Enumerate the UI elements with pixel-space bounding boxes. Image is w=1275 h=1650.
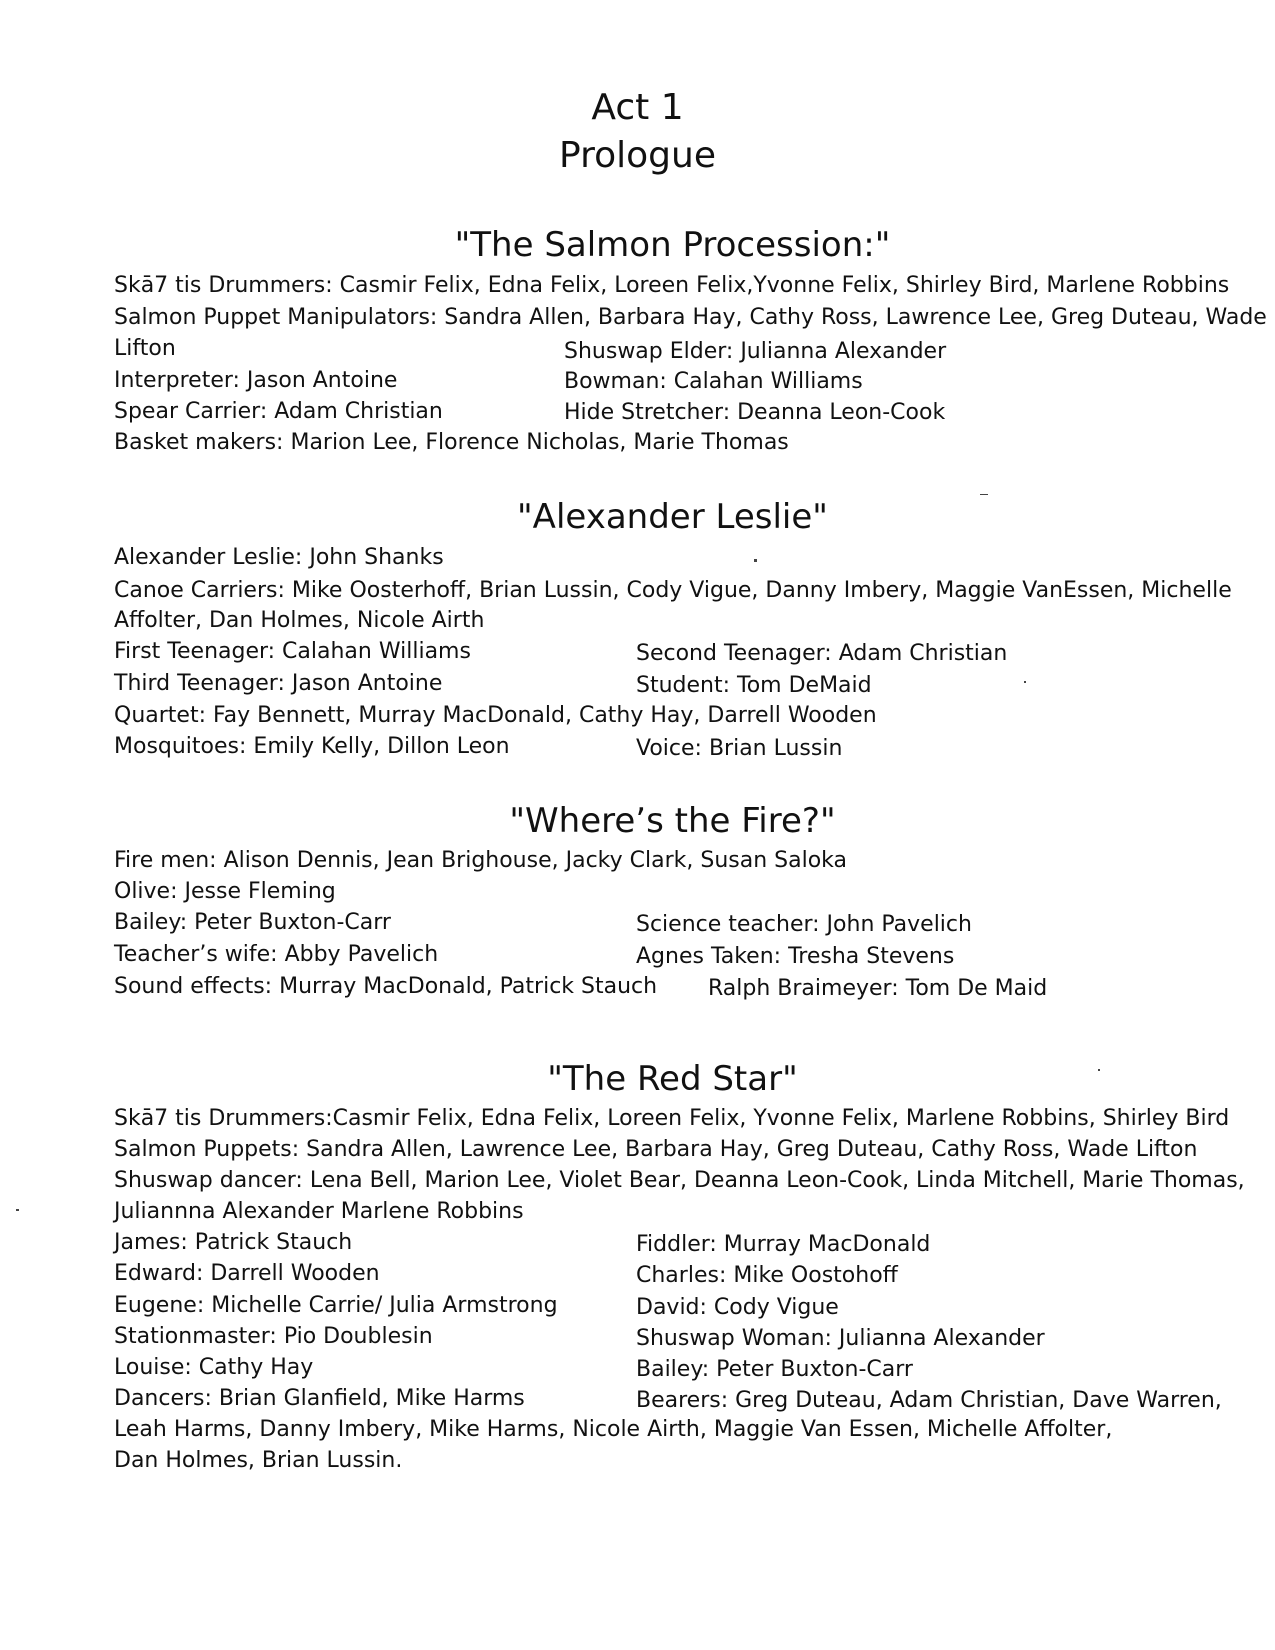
scan-speck — [16, 1209, 19, 1211]
cast-line-alexander-leslie: Alexander Leslie: John Shanks — [114, 545, 444, 570]
cast-line-puppet-manipulators-cont: Lifton — [114, 336, 176, 361]
cast-line-charles: Charles: Mike Oostohoff — [636, 1263, 898, 1288]
cast-line-james: James: Patrick Stauch — [114, 1230, 353, 1255]
scan-speck — [980, 494, 988, 495]
cast-line-bearers-end: Dan Holmes, Brian Lussin. — [114, 1448, 403, 1473]
cast-line-bailey: Bailey: Peter Buxton-Carr — [114, 910, 391, 935]
cast-line-shuswap-dancer-cont: Juliannna Alexander Marlene Robbins — [114, 1199, 524, 1224]
cast-line-shuswap-woman: Shuswap Woman: Julianna Alexander — [636, 1326, 1045, 1351]
cast-line-sound-effects: Sound effects: Murray MacDonald, Patrick Stauch — [114, 974, 658, 999]
cast-line-bearers-cont: Leah Harms, Danny Imbery, Mike Harms, Nicole Airth, Maggie Van Essen, Michelle Affolter, — [114, 1417, 1113, 1442]
cast-line-teachers-wife: Teacher’s wife: Abby Pavelich — [114, 942, 439, 967]
cast-line-first-teenager: First Teenager: Calahan Williams — [114, 639, 471, 664]
scan-speck — [754, 559, 757, 562]
cast-line-canoe-carriers-cont: Affolter, Dan Holmes, Nicole Airth — [114, 608, 485, 633]
prologue-heading: Prologue — [559, 135, 716, 176]
cast-line-student: Student: Tom DeMaid — [636, 673, 872, 698]
cast-line-edward: Edward: Darrell Wooden — [114, 1261, 380, 1286]
cast-line-david: David: Cody Vigue — [636, 1295, 839, 1320]
scan-speck — [1024, 681, 1026, 683]
scene-title-salmon-procession: "The Salmon Procession:" — [454, 225, 891, 265]
cast-line-ralph-braimeyer: Ralph Braimeyer: Tom De Maid — [708, 976, 1048, 1001]
cast-line-third-teenager: Third Teenager: Jason Antoine — [114, 671, 443, 696]
cast-line-shuswap-elder: Shuswap Elder: Julianna Alexander — [564, 339, 947, 364]
scene-title-wheres-the-fire: "Where’s the Fire?" — [509, 801, 836, 841]
scene-title-the-red-star: "The Red Star" — [547, 1059, 798, 1099]
act-heading: Act 1 — [591, 87, 684, 128]
scan-speck — [1098, 1069, 1100, 1071]
cast-line-shuswap-dancer: Shuswap dancer: Lena Bell, Marion Lee, Violet Bear, Deanna Leon-Cook, Linda Mitchell, Marie Thomas, — [114, 1168, 1245, 1193]
cast-line-louise: Louise: Cathy Hay — [114, 1355, 314, 1380]
cast-line-red-star-drummers: Skā7 tis Drummers:Casmir Felix, Edna Felix, Loreen Felix, Yvonne Felix, Marlene Robbins, Shirley Bird — [114, 1106, 1230, 1131]
cast-line-olive: Olive: Jesse Fleming — [114, 879, 336, 904]
cast-line-salmon-puppets: Salmon Puppets: Sandra Allen, Lawrence Lee, Barbara Hay, Greg Duteau, Cathy Ross, Wade Lifton — [114, 1137, 1198, 1162]
cast-line-bearers: Bearers: Greg Duteau, Adam Christian, Dave Warren, — [636, 1388, 1222, 1413]
cast-line-fiddler: Fiddler: Murray MacDonald — [636, 1232, 931, 1257]
cast-line-second-teenager: Second Teenager: Adam Christian — [636, 641, 1008, 666]
cast-line-mosquitoes: Mosquitoes: Emily Kelly, Dillon Leon — [114, 734, 510, 759]
cast-line-voice: Voice: Brian Lussin — [636, 736, 843, 761]
scene-title-alexander-leslie: "Alexander Leslie" — [517, 497, 828, 537]
cast-line-fire-men: Fire men: Alison Dennis, Jean Brighouse, Jacky Clark, Susan Saloka — [114, 848, 848, 873]
cast-line-eugene: Eugene: Michelle Carrie/ Julia Armstrong — [114, 1293, 558, 1318]
cast-line-drummers: Skā7 tis Drummers: Casmir Felix, Edna Felix, Loreen Felix,Yvonne Felix, Shirley Bird, Marlene Robbins — [114, 273, 1230, 298]
cast-line-quartet: Quartet: Fay Bennett, Murray MacDonald, Cathy Hay, Darrell Wooden — [114, 703, 877, 728]
cast-line-interpreter: Interpreter: Jason Antoine — [114, 368, 398, 393]
cast-line-puppet-manipulators: Salmon Puppet Manipulators: Sandra Allen, Barbara Hay, Cathy Ross, Lawrence Lee, Greg Duteau, Wade — [114, 305, 1267, 330]
cast-line-hide-stretcher: Hide Stretcher: Deanna Leon-Cook — [564, 400, 946, 425]
cast-line-stationmaster: Stationmaster: Pio Doublesin — [114, 1324, 433, 1349]
cast-line-basket-makers: Basket makers: Marion Lee, Florence Nicholas, Marie Thomas — [114, 430, 789, 455]
cast-line-agnes-taken: Agnes Taken: Tresha Stevens — [636, 944, 955, 969]
cast-line-spear-carrier: Spear Carrier: Adam Christian — [114, 399, 443, 424]
cast-line-dancers: Dancers: Brian Glanfield, Mike Harms — [114, 1386, 525, 1411]
cast-line-bowman: Bowman: Calahan Williams — [564, 369, 863, 394]
cast-line-science-teacher: Science teacher: John Pavelich — [636, 912, 972, 937]
cast-line-canoe-carriers: Canoe Carriers: Mike Oosterhoff, Brian Lussin, Cody Vigue, Danny Imbery, Maggie VanEssen, Michelle — [114, 578, 1232, 603]
cast-line-red-star-bailey: Bailey: Peter Buxton-Carr — [636, 1357, 913, 1382]
